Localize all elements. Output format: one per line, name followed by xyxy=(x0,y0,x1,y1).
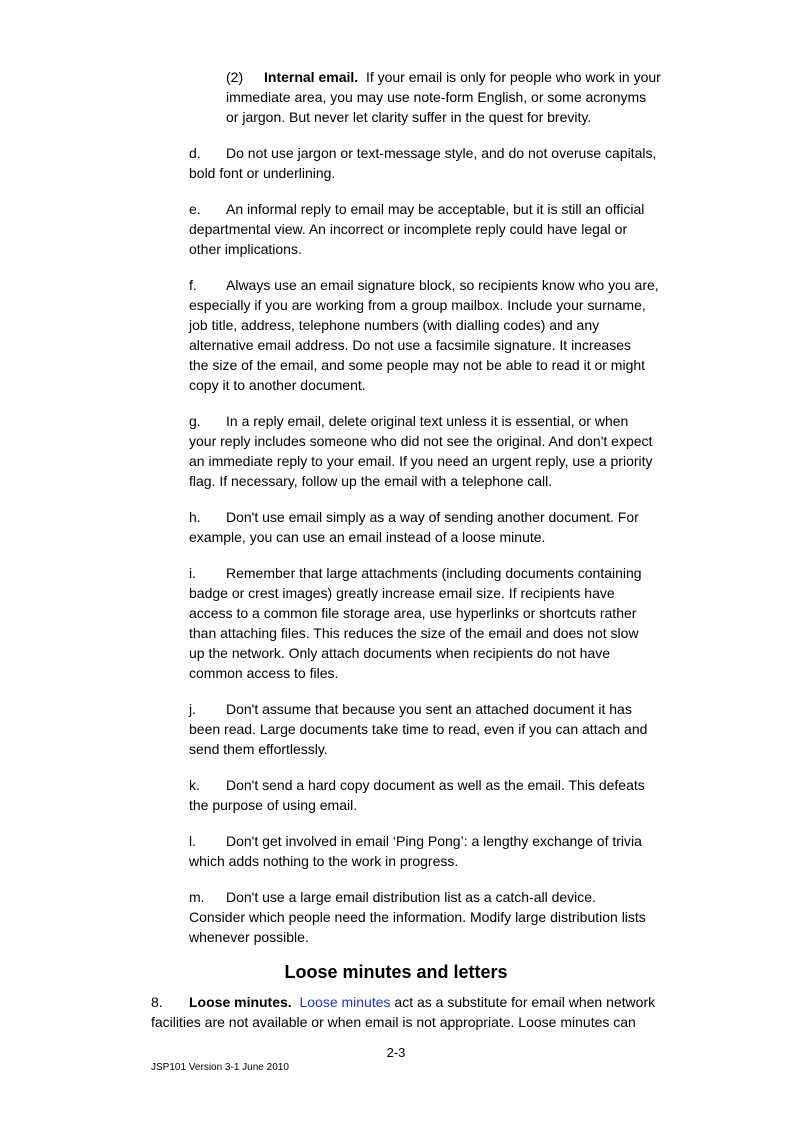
item-letter: m. xyxy=(189,889,205,905)
item-text: flag. If necessary, follow up the email with a telephone call. xyxy=(189,473,553,489)
subparagraph-text: immediate area, you may use note-form English, or some acronyms xyxy=(226,89,647,105)
paragraph-8 xyxy=(151,992,655,1032)
item-text: badge or crest images) greatly increase email size. If recipients have xyxy=(189,585,615,601)
page-number: 2-3 xyxy=(386,1045,406,1060)
item-text: been read. Large documents take time to read, even if you can attach and xyxy=(189,721,648,737)
item-text: an immediate reply to your email. If you need an urgent reply, use a priority xyxy=(189,453,653,469)
list-item-i xyxy=(189,563,642,683)
subparagraph-number: (2) xyxy=(226,69,244,85)
item-text: Don't get involved in email ‘Ping Pong’: a lengthy exchange of trivia xyxy=(226,833,642,849)
list-item-l xyxy=(189,831,642,871)
item-letter: g. xyxy=(189,413,201,429)
subparagraph-text: or jargon. But never let clarity suffer in the quest for brevity. xyxy=(226,109,592,125)
item-text: up the network. Only attach documents when recipients do not have xyxy=(189,645,611,661)
paragraph-number: 8. xyxy=(151,994,163,1010)
item-text: your reply includes someone who did not see the original. And don't expect xyxy=(189,433,653,449)
item-text: whenever possible. xyxy=(189,929,309,945)
item-text: the size of the email, and some people may not be able to read it or might xyxy=(189,357,646,373)
list-item-k xyxy=(189,775,645,815)
item-letter: k. xyxy=(189,777,200,793)
section-heading: Loose minutes and letters xyxy=(284,962,508,982)
subparagraph-text: If your email is only for people who work in your xyxy=(365,69,661,85)
item-text: send them effortlessly. xyxy=(189,741,328,757)
item-text: example, you can use an email instead of a loose minute. xyxy=(189,529,546,545)
item-letter: d. xyxy=(189,145,201,161)
paragraph-text: act as a substitute for email when network xyxy=(394,994,656,1010)
item-text: Always use an email signature block, so recipients know who you are, xyxy=(226,277,659,293)
list-item-m xyxy=(189,887,646,947)
item-text: copy it to another document. xyxy=(189,377,366,393)
item-text: alternative email address. Do not use a facsimile signature. It increases xyxy=(189,337,631,353)
list-item-j xyxy=(189,699,647,759)
item-text: Don't send a hard copy document as well as the email. This defeats xyxy=(226,777,645,793)
item-text: An informal reply to email may be acceptable, but it is still an official xyxy=(226,201,645,217)
list-item-e xyxy=(189,199,644,259)
list-item-g xyxy=(189,411,653,491)
item-text: the purpose of using email. xyxy=(189,797,358,813)
item-text: especially if you are working from a group mailbox. Include your surname, xyxy=(189,297,646,313)
subparagraph-title: Internal email. xyxy=(264,69,359,85)
item-letter: f. xyxy=(189,277,197,293)
paragraph-title: Loose minutes. xyxy=(189,994,292,1010)
item-text: which adds nothing to the work in progress. xyxy=(189,853,459,869)
list-item-f xyxy=(189,275,659,395)
item-letter: l. xyxy=(189,833,196,849)
item-text: departmental view. An incorrect or incomplete reply could have legal or xyxy=(189,221,628,237)
item-letter: i. xyxy=(189,565,196,581)
item-letter: h. xyxy=(189,509,201,525)
item-text: Don't use email simply as a way of sending another document. For xyxy=(226,509,639,525)
item-letter: e. xyxy=(189,201,201,217)
item-text: bold font or underlining. xyxy=(189,165,336,181)
item-text: job title, address, telephone numbers (with dialling codes) and any xyxy=(189,317,600,333)
item-text: access to a common file storage area, use hyperlinks or shortcuts rather xyxy=(189,605,637,621)
item-text: Remember that large attachments (including documents containing xyxy=(226,565,642,581)
list-item-h xyxy=(189,507,639,547)
subparagraph-internal-email xyxy=(226,67,661,127)
document-footer: JSP101 Version 3-1 June 2010 xyxy=(151,1062,289,1073)
item-text: than attaching files. This reduces the size of the email and does not slow xyxy=(189,625,639,641)
item-text: other implications. xyxy=(189,241,302,257)
item-text: Don't use a large email distribution list as a catch-all device. xyxy=(226,889,596,905)
list-item-d xyxy=(189,143,656,183)
loose-minutes-link[interactable]: Loose minutes xyxy=(299,994,391,1010)
item-text: Consider which people need the information. Modify large distribution lists xyxy=(189,909,646,925)
item-letter: j. xyxy=(189,701,196,717)
item-text: Don't assume that because you sent an attached document it has xyxy=(226,701,632,717)
item-text: Do not use jargon or text-message style, and do not overuse capitals, xyxy=(226,145,657,161)
item-text: common access to files. xyxy=(189,665,339,681)
paragraph-text: facilities are not available or when email is not appropriate. Loose minutes can xyxy=(151,1014,636,1030)
item-text: In a reply email, delete original text unless it is essential, or when xyxy=(226,413,629,429)
